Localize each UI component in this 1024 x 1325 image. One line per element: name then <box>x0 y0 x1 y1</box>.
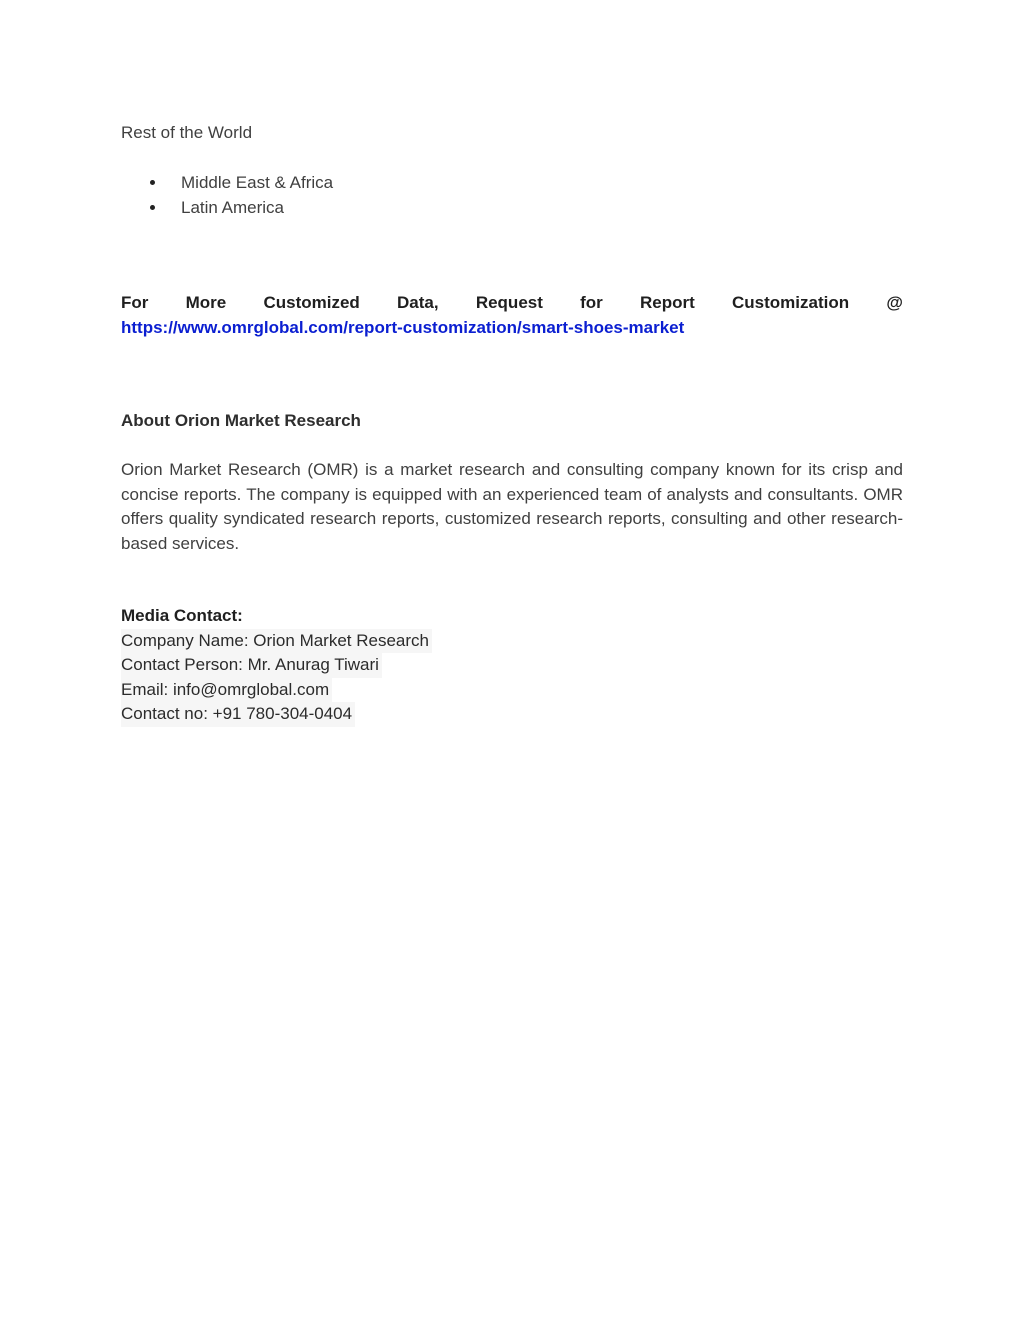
company-name: Company Name: Orion Market Research <box>121 629 432 654</box>
media-contact-title: Media Contact: <box>121 606 243 625</box>
customization-request <box>121 290 903 340</box>
contact-email: Email: info@omrglobal.com <box>121 678 332 703</box>
list-item <box>121 195 333 220</box>
region-heading: Rest of the World <box>121 123 253 142</box>
cta-word: @ <box>886 293 903 312</box>
cta-word: for <box>580 293 603 312</box>
cta-word: Customization <box>732 293 850 312</box>
list-item-label: Latin America <box>181 198 284 217</box>
cta-word: Request <box>475 293 543 312</box>
cta-text <box>121 290 903 315</box>
list-item-label: Middle East & Africa <box>181 173 334 192</box>
bullet-icon <box>150 180 155 185</box>
list-item <box>121 170 333 195</box>
customization-link[interactable]: https://www.omrglobal.com/report-customization/smart-shoes-market <box>121 318 685 337</box>
media-contact <box>121 604 432 727</box>
region-list <box>121 170 333 220</box>
about-heading: About Orion Market Research <box>121 411 361 430</box>
contact-person: Contact Person: Mr. Anurag Tiwari <box>121 653 382 678</box>
contact-phone: Contact no: +91 780-304-0404 <box>121 702 355 727</box>
cta-word: Data, <box>397 293 439 312</box>
cta-word: More <box>185 293 227 312</box>
cta-word: Report <box>640 293 695 312</box>
cta-word: For <box>121 293 149 312</box>
about-paragraph: Orion Market Research (OMR) is a market research and consulting company known for its crisp and concise reports. The company is equipped with an experienced team of analysts and consultants. OMR offers quality syndicated research reports, customized research reports, consulting and other research-based services. <box>121 460 903 553</box>
cta-word: Customized <box>263 293 360 312</box>
bullet-icon <box>150 205 155 210</box>
